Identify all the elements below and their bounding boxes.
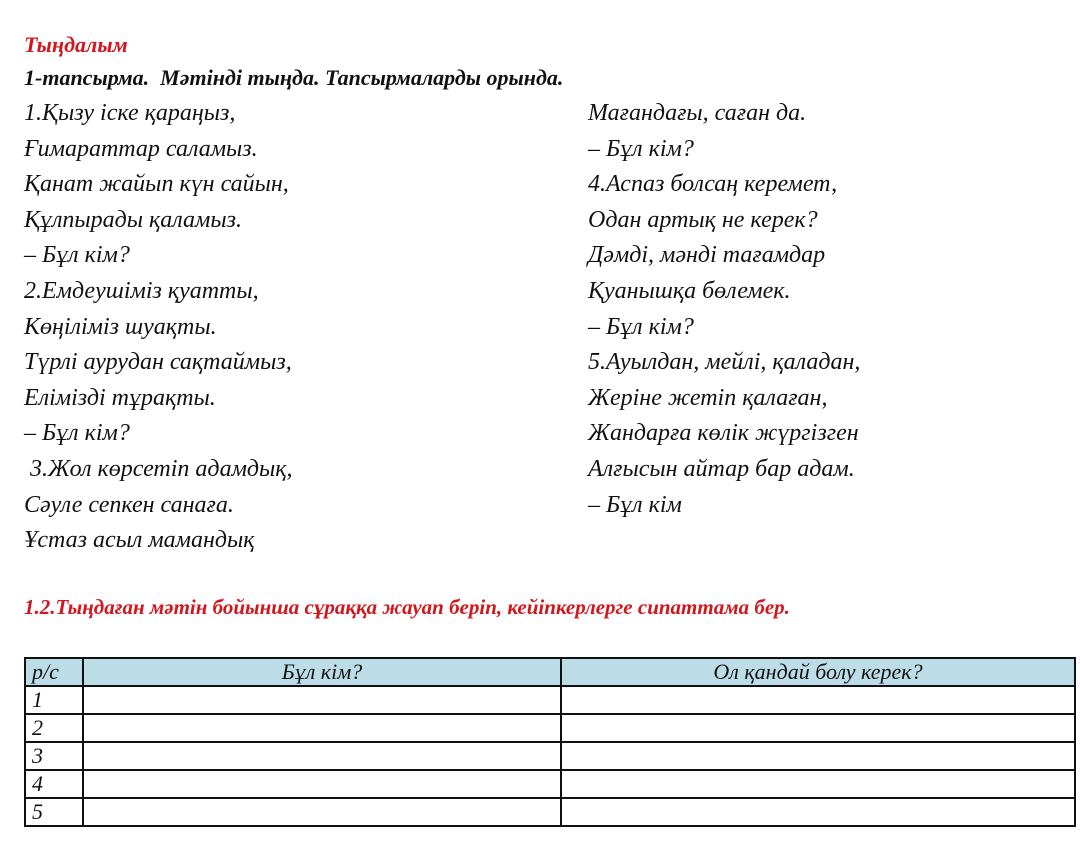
table-row [25, 714, 1075, 742]
answer-table [24, 657, 1076, 827]
answer-description-cell[interactable] [561, 686, 1075, 714]
task-title: 1-тапсырма. Мәтінді тыңда. Тапсырмаларды орында. [24, 65, 564, 90]
poem-line: Көңіліміз шуақты. [24, 313, 217, 340]
poem-line: Ғимараттар саламыз. [24, 135, 258, 162]
answer-who-cell[interactable] [83, 770, 561, 798]
header-description: Ол қандай болу керек? [561, 658, 1075, 686]
table-row [25, 798, 1075, 826]
poem-line: – Бұл кім [588, 491, 682, 518]
poem-line: Дәмді, мәнді тағамдар [588, 242, 826, 269]
poem-line: Қуанышқа бөлемек. [588, 277, 791, 304]
poem-line: – Бұл кім? [588, 313, 694, 340]
table-row [25, 742, 1075, 770]
poem-line: 3.Жол көрсетіп адамдық, [24, 455, 293, 482]
poem-line: Сәуле сепкен санаға. [24, 491, 234, 518]
poem-line: 1.Қызу іске қараңыз, [24, 100, 236, 126]
poem-line: – Бұл кім? [24, 420, 130, 447]
answer-description-cell[interactable] [561, 742, 1075, 770]
table-row [25, 686, 1075, 714]
header-who: Бұл кім? [83, 658, 561, 686]
poem-line: Жеріне жетіп қалаған, [588, 384, 828, 411]
answer-who-cell[interactable] [83, 714, 561, 742]
poem-line: – Бұл кім? [24, 242, 130, 269]
row-number: 2 [25, 714, 83, 742]
poem-line: Жандарға көлік жүргізген [588, 420, 859, 447]
answer-description-cell[interactable] [561, 770, 1075, 798]
question-title: 1.2.Тыңдаған мәтін бойынша сұраққа жауап беріп, кейіпкерлерге сипаттама бер. [24, 595, 790, 619]
poem-line: – Бұл кім? [588, 135, 694, 162]
table-row [25, 770, 1075, 798]
poem-column-right [588, 96, 860, 523]
row-number: 3 [25, 742, 83, 770]
poem-line: Алғысын айтар бар адам. [588, 455, 855, 482]
poem-line: Қанат жайып күн сайын, [24, 171, 289, 198]
answer-description-cell[interactable] [561, 714, 1075, 742]
answer-who-cell[interactable] [83, 686, 561, 714]
poem-line: 5.Ауылдан, мейлі, қаладан, [588, 349, 861, 376]
answer-description-cell[interactable] [561, 798, 1075, 826]
section-title: Тыңдалым [24, 32, 128, 57]
answer-who-cell[interactable] [83, 742, 561, 770]
poem-line: Елімізді тұрақты. [24, 384, 216, 411]
poem-line: Түрлі аурудан сақтаймыз, [24, 349, 292, 376]
row-number: 5 [25, 798, 83, 826]
poem-line: 2.Емдеушіміз қуатты, [24, 277, 259, 304]
poem-line: Одан артық не керек? [588, 206, 818, 233]
header-number: р/с [25, 658, 83, 686]
poem-line: 4.Аспаз болсаң керемет, [588, 171, 838, 198]
poem-line: Құлпырады қаламыз. [24, 206, 242, 233]
poem-column-left [24, 96, 293, 559]
poem-line: Мағандағы, саған да. [588, 100, 807, 126]
table-header-row [25, 658, 1075, 686]
poem-line: Ұстаз асыл мамандық [24, 527, 255, 554]
row-number: 1 [25, 686, 83, 714]
answer-who-cell[interactable] [83, 798, 561, 826]
row-number: 4 [25, 770, 83, 798]
